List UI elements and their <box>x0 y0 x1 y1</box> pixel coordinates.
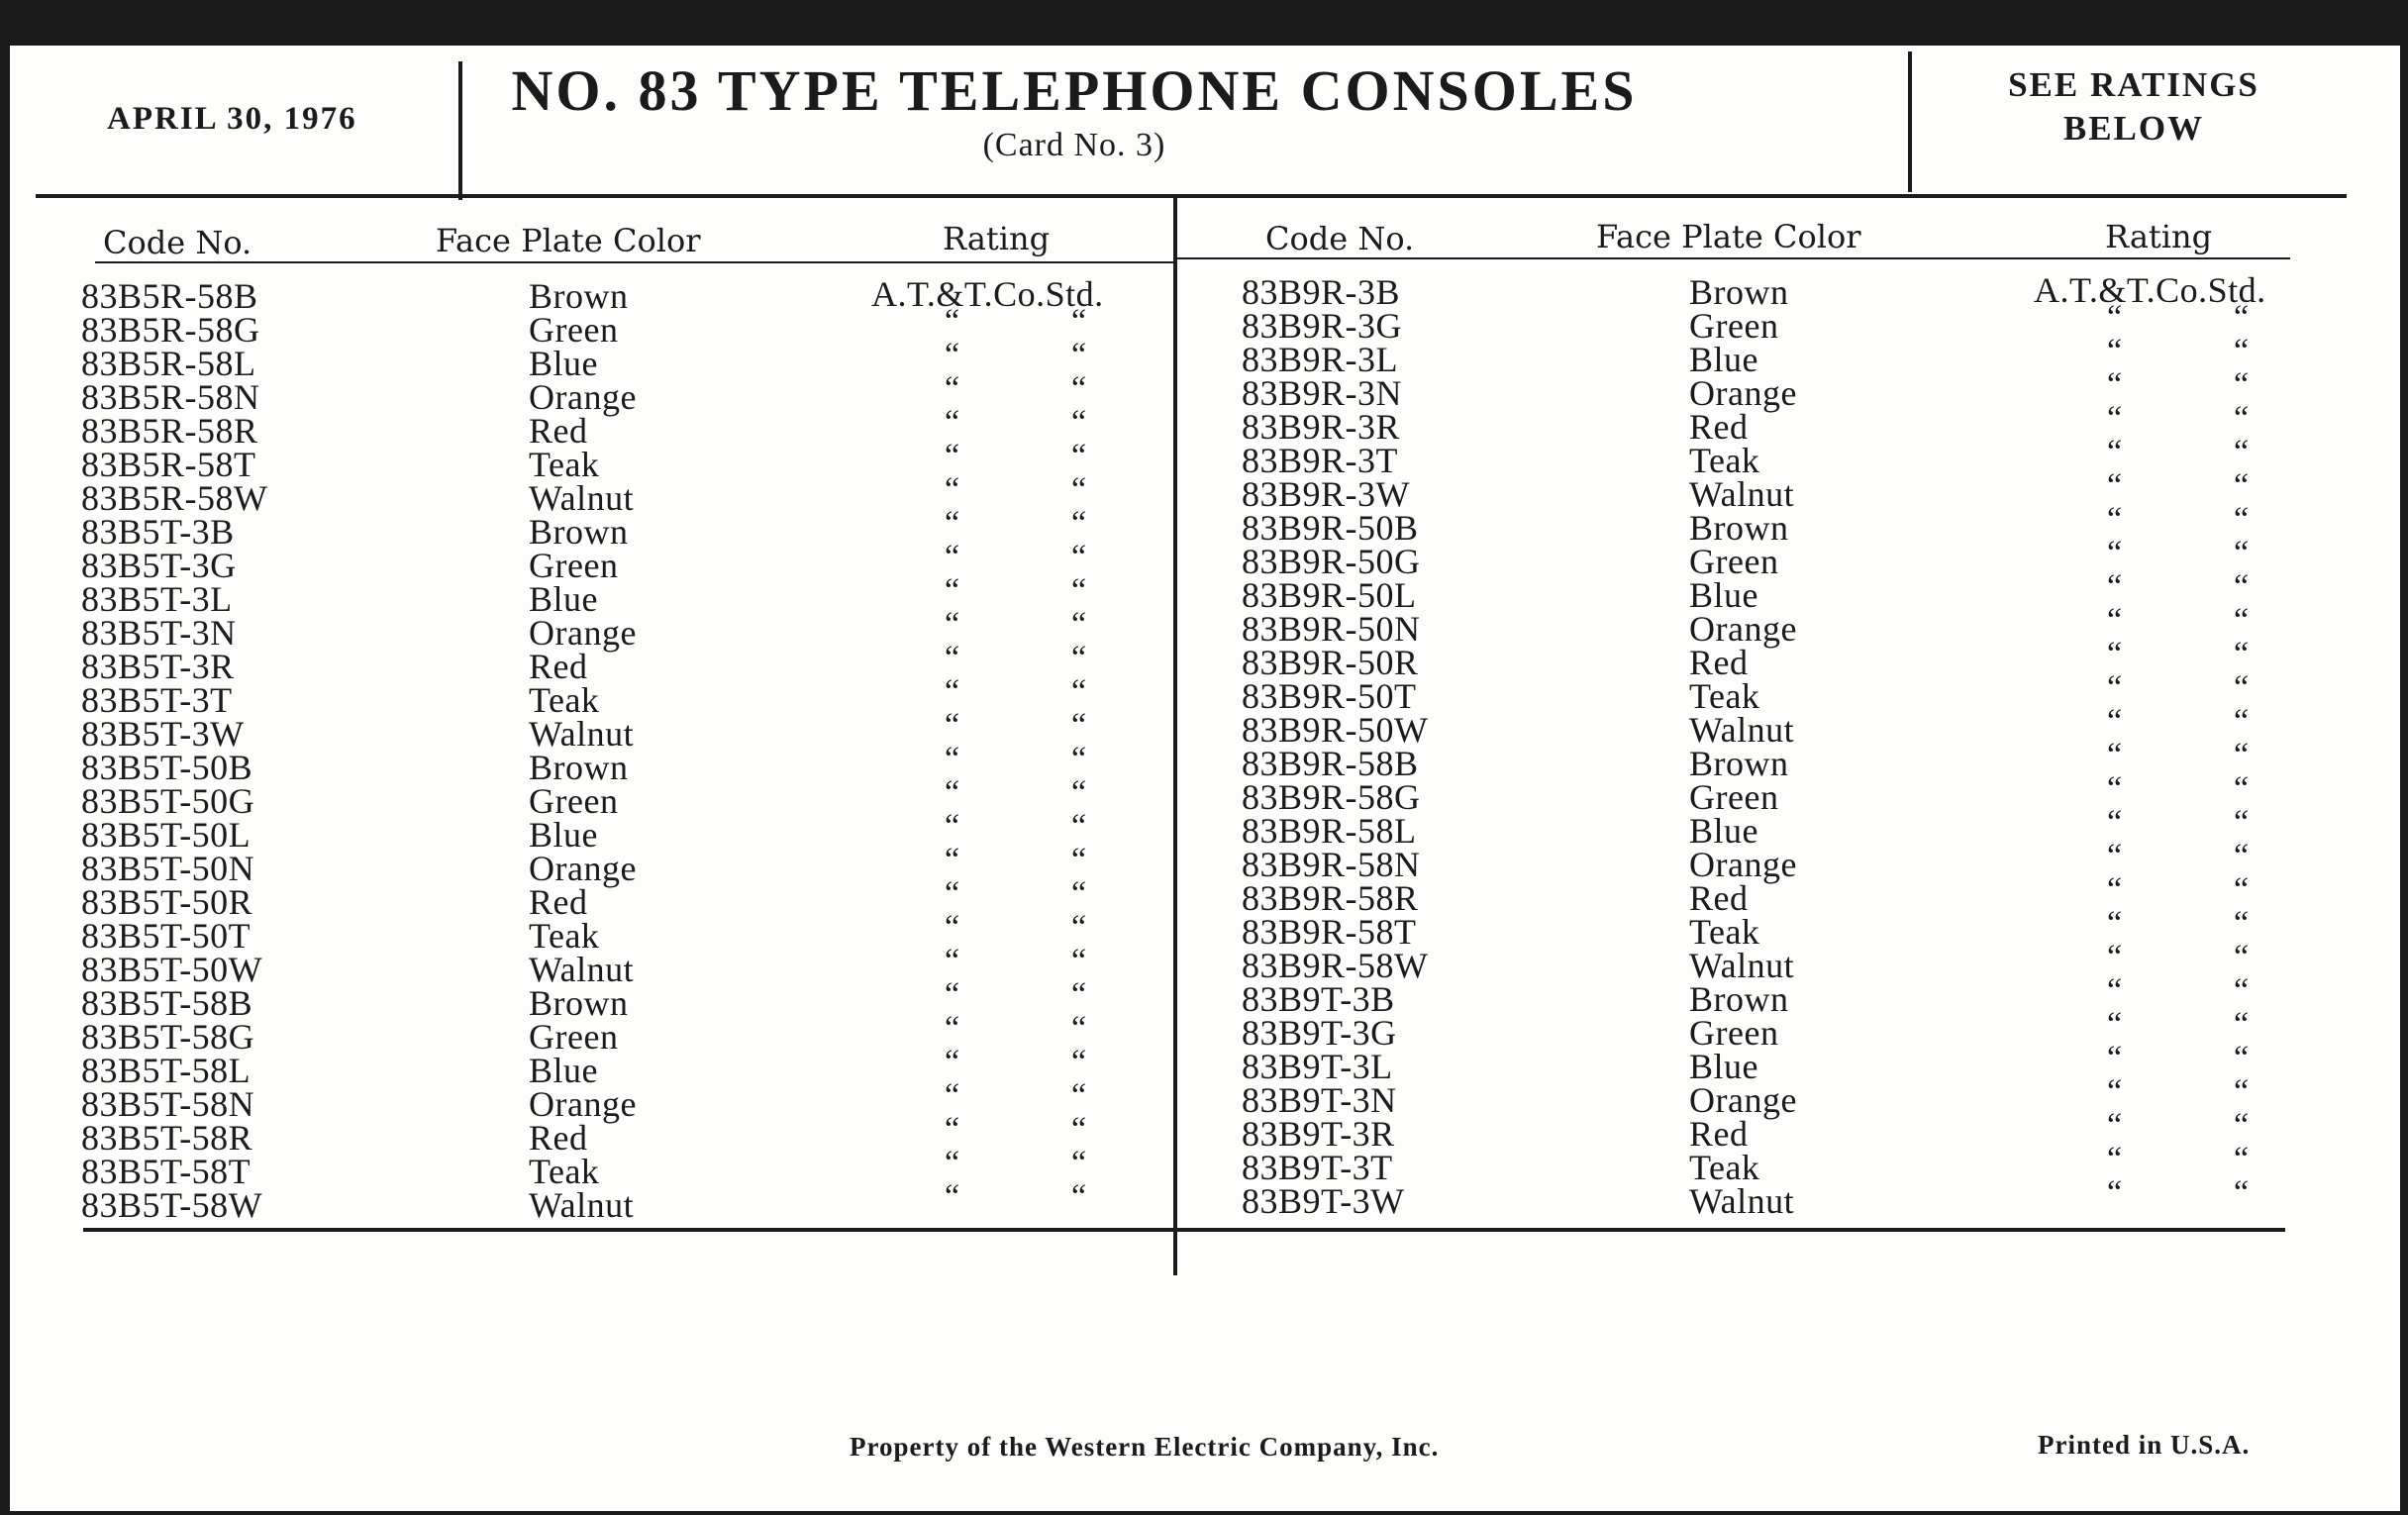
card-date: APRIL 30, 1976 <box>107 101 357 137</box>
row-code: 83B9T-3B <box>1242 979 1395 1019</box>
rating-ditto-left: “ <box>2107 1073 2123 1110</box>
rating-ditto-right: “ <box>1071 808 1087 845</box>
rating-ditto-left: “ <box>945 572 960 609</box>
rating-ditto-left: “ <box>2107 939 2123 975</box>
row-code: 83B9T-3T <box>1242 1148 1393 1187</box>
rating-ditto-left: “ <box>2107 568 2123 605</box>
rating-ditto-right: “ <box>2234 1174 2250 1211</box>
row-color: Orange <box>1689 609 1797 649</box>
row-color: Green <box>529 310 619 350</box>
rating-ditto-left: “ <box>945 1145 960 1181</box>
row-color: Teak <box>529 1152 600 1191</box>
rating-ditto-left: “ <box>945 404 960 441</box>
rating-ditto-left: “ <box>945 1077 960 1114</box>
row-code: 83B5R-58B <box>81 276 258 316</box>
header-divider-right <box>1908 51 1912 192</box>
rating-ditto-right: “ <box>1071 1145 1087 1181</box>
rating-ditto-left: “ <box>945 673 960 710</box>
rating-ditto-left: “ <box>2107 972 2123 1009</box>
row-code: 83B5T-50W <box>81 950 263 989</box>
rating-ditto-right: “ <box>2234 535 2250 571</box>
row-color: Teak <box>1689 1148 1760 1187</box>
row-code: 83B5R-58W <box>81 478 268 518</box>
rating-ditto-left: “ <box>945 303 960 340</box>
row-code: 83B5R-58G <box>81 310 260 350</box>
rating-ditto-right: “ <box>2234 501 2250 538</box>
rating-ditto-left: “ <box>2107 333 2123 369</box>
row-code: 83B5R-58R <box>81 411 258 451</box>
right-header-color: Face Plate Color <box>1596 218 1861 255</box>
footer-property: Property of the Western Electric Company, Inc. <box>850 1432 1440 1462</box>
row-code: 83B9R-3B <box>1242 272 1401 312</box>
row-code: 83B9R-58T <box>1242 912 1417 952</box>
rating-ditto-right: “ <box>2234 871 2250 908</box>
row-color: Walnut <box>1689 946 1795 985</box>
rating-ditto-left: “ <box>945 505 960 542</box>
rating-ditto-right: “ <box>1071 337 1087 373</box>
row-code: 83B9T-3R <box>1242 1114 1395 1154</box>
row-code: 83B5T-3G <box>81 546 237 585</box>
row-color: Teak <box>529 445 600 484</box>
row-code: 83B9R-50B <box>1242 508 1419 548</box>
rating-ditto-left: “ <box>2107 905 2123 942</box>
row-code: 83B9R-50N <box>1242 609 1421 649</box>
rating-ditto-right: “ <box>2234 1107 2250 1144</box>
rating-ditto-right: “ <box>1071 943 1087 979</box>
row-code: 83B5T-50L <box>81 815 251 855</box>
rating-ditto-left: “ <box>945 976 960 1013</box>
rating-ditto-right: “ <box>2234 804 2250 841</box>
rating-ditto-left: “ <box>2107 703 2123 740</box>
row-color: Walnut <box>529 1185 635 1225</box>
row-color: Orange <box>529 377 637 417</box>
row-code: 83B9R-58R <box>1242 878 1419 918</box>
rating-ditto-left: “ <box>945 875 960 912</box>
row-color: Red <box>1689 1114 1749 1154</box>
rating-ditto-right: “ <box>2234 737 2250 773</box>
row-color: Green <box>529 781 619 821</box>
rating-ditto-left: “ <box>2107 770 2123 807</box>
row-color: Walnut <box>1689 1181 1795 1221</box>
rating-ditto-left: “ <box>945 842 960 878</box>
rating-ditto-right: “ <box>1071 471 1087 508</box>
rating-ditto-right: “ <box>2234 703 2250 740</box>
rating-ditto-right: “ <box>1071 1010 1087 1047</box>
row-code: 83B9R-3R <box>1242 407 1401 447</box>
rating-ditto-left: “ <box>945 471 960 508</box>
rating-ditto-left: “ <box>945 741 960 777</box>
rating-ditto-left: “ <box>2107 366 2123 403</box>
row-code: 83B5R-58L <box>81 344 256 383</box>
row-color: Blue <box>1689 811 1758 851</box>
row-code: 83B5R-58N <box>81 377 260 417</box>
rating-ditto-right: “ <box>2234 467 2250 504</box>
row-code: 83B9R-3N <box>1242 373 1403 413</box>
rating-ditto-right: “ <box>1071 875 1087 912</box>
rating-ditto-right: “ <box>1071 303 1087 340</box>
row-color: Brown <box>529 512 629 552</box>
row-color: Walnut <box>529 714 635 754</box>
rating-ditto-left: “ <box>945 337 960 373</box>
row-code: 83B5T-50T <box>81 916 251 956</box>
row-color: Red <box>529 411 588 451</box>
rating-ditto-right: “ <box>1071 539 1087 575</box>
rating-ditto-left: “ <box>945 539 960 575</box>
row-code: 83B5T-50B <box>81 748 253 787</box>
row-color: Red <box>1689 878 1749 918</box>
row-color: Red <box>529 882 588 922</box>
row-color: Teak <box>1689 912 1760 952</box>
row-rating: A.T.&T.Co.Std. <box>2034 270 2266 310</box>
row-code: 83B5T-50G <box>81 781 255 821</box>
row-code: 83B9R-58L <box>1242 811 1417 851</box>
rating-ditto-left: “ <box>945 1010 960 1047</box>
row-color: Teak <box>1689 676 1760 716</box>
rating-ditto-right: “ <box>2234 838 2250 874</box>
row-color: Brown <box>1689 272 1789 312</box>
card-subtitle: (Card No. 3) <box>982 127 1166 163</box>
row-color: Orange <box>1689 1080 1797 1120</box>
row-color: Blue <box>529 579 598 619</box>
rating-ditto-right: “ <box>1071 741 1087 777</box>
rating-ditto-left: “ <box>945 774 960 811</box>
row-color: Red <box>529 1118 588 1158</box>
rating-ditto-left: “ <box>945 370 960 407</box>
rating-ditto-right: “ <box>2234 972 2250 1009</box>
rating-ditto-left: “ <box>2107 602 2123 639</box>
row-code: 83B9R-50W <box>1242 710 1429 750</box>
row-color: Blue <box>529 1051 598 1090</box>
row-code: 83B5T-58N <box>81 1084 255 1124</box>
rating-ditto-left: “ <box>945 1178 960 1215</box>
rating-ditto-left: “ <box>2107 501 2123 538</box>
row-rating: A.T.&T.Co.Std. <box>871 274 1104 314</box>
row-code: 83B5R-58T <box>81 445 256 484</box>
row-code: 83B5T-3N <box>81 613 237 653</box>
row-code: 83B5T-3T <box>81 680 233 720</box>
row-color: Walnut <box>529 950 635 989</box>
rating-ditto-left: “ <box>2107 636 2123 672</box>
row-color: Green <box>1689 306 1779 346</box>
rating-ditto-right: “ <box>1071 774 1087 811</box>
row-code: 83B5T-58L <box>81 1051 251 1090</box>
rating-ditto-right: “ <box>2234 1073 2250 1110</box>
row-code: 83B9R-50R <box>1242 643 1419 682</box>
rating-ditto-left: “ <box>2107 400 2123 437</box>
rating-ditto-left: “ <box>2107 467 2123 504</box>
rating-ditto-right: “ <box>2234 939 2250 975</box>
rating-ditto-left: “ <box>2107 1107 2123 1144</box>
row-color: Orange <box>529 849 637 888</box>
row-color: Green <box>1689 777 1779 817</box>
rating-ditto-right: “ <box>1071 1077 1087 1114</box>
right-header-rating: Rating <box>2105 218 2213 255</box>
row-code: 83B9R-3L <box>1242 340 1399 379</box>
rating-ditto-right: “ <box>2234 568 2250 605</box>
row-code: 83B9R-3G <box>1242 306 1403 346</box>
rating-ditto-left: “ <box>2107 669 2123 706</box>
rating-ditto-left: “ <box>2107 737 2123 773</box>
left-header-rating: Rating <box>943 220 1051 257</box>
row-color: Teak <box>529 680 600 720</box>
rating-ditto-right: “ <box>2234 366 2250 403</box>
row-code: 83B9R-58G <box>1242 777 1421 817</box>
row-code: 83B9T-3G <box>1242 1013 1397 1053</box>
left-header-code: Code No. <box>103 224 252 261</box>
rating-ditto-left: “ <box>2107 1174 2123 1211</box>
rating-ditto-right: “ <box>1071 505 1087 542</box>
row-code: 83B5T-3R <box>81 647 235 686</box>
rating-ditto-right: “ <box>2234 602 2250 639</box>
row-code: 83B9R-58N <box>1242 845 1421 884</box>
rating-ditto-left: “ <box>945 909 960 946</box>
rating-ditto-left: “ <box>945 606 960 643</box>
rating-ditto-left: “ <box>945 943 960 979</box>
row-color: Brown <box>529 276 629 316</box>
row-code: 83B5T-3B <box>81 512 235 552</box>
rating-ditto-right: “ <box>1071 842 1087 878</box>
rating-ditto-right: “ <box>1071 707 1087 744</box>
row-code: 83B5T-3L <box>81 579 233 619</box>
row-color: Green <box>529 1017 619 1057</box>
rating-ditto-right: “ <box>1071 640 1087 676</box>
row-color: Orange <box>529 613 637 653</box>
row-color: Blue <box>1689 340 1758 379</box>
row-color: Orange <box>529 1084 637 1124</box>
rating-ditto-left: “ <box>945 438 960 474</box>
rating-ditto-right: “ <box>1071 404 1087 441</box>
rating-ditto-right: “ <box>1071 606 1087 643</box>
rating-ditto-right: “ <box>2234 770 2250 807</box>
row-code: 83B5T-58G <box>81 1017 255 1057</box>
row-code: 83B9R-58B <box>1242 744 1419 783</box>
row-color: Walnut <box>1689 474 1795 514</box>
row-color: Walnut <box>1689 710 1795 750</box>
row-color: Orange <box>1689 845 1797 884</box>
ratings-note-line2: BELOW <box>2062 109 2205 148</box>
rating-ditto-left: “ <box>2107 1040 2123 1076</box>
rating-ditto-left: “ <box>2107 1141 2123 1177</box>
row-code: 83B9R-58W <box>1242 946 1429 985</box>
row-color: Green <box>529 546 619 585</box>
rating-ditto-right: “ <box>2234 636 2250 672</box>
rating-ditto-left: “ <box>2107 838 2123 874</box>
rating-ditto-left: “ <box>945 1111 960 1148</box>
row-code: 83B5T-3W <box>81 714 245 754</box>
rating-ditto-left: “ <box>945 1044 960 1080</box>
row-code: 83B9R-50L <box>1242 575 1417 615</box>
table-bottom-rule <box>83 1228 2285 1232</box>
row-code: 83B9T-3N <box>1242 1080 1397 1120</box>
rating-ditto-left: “ <box>945 808 960 845</box>
row-code: 83B5T-58R <box>81 1118 253 1158</box>
rating-ditto-right: “ <box>2234 905 2250 942</box>
rating-ditto-left: “ <box>2107 299 2123 336</box>
row-color: Red <box>1689 407 1749 447</box>
row-color: Orange <box>1689 373 1797 413</box>
row-code: 83B5T-58B <box>81 983 253 1023</box>
right-header-code: Code No. <box>1265 220 1415 257</box>
rating-ditto-right: “ <box>2234 400 2250 437</box>
rating-ditto-right: “ <box>2234 669 2250 706</box>
telephone-console-card <box>10 46 2400 1511</box>
rating-ditto-right: “ <box>2234 1141 2250 1177</box>
rating-ditto-right: “ <box>1071 572 1087 609</box>
rating-ditto-left: “ <box>2107 804 2123 841</box>
rating-ditto-left: “ <box>2107 871 2123 908</box>
rating-ditto-right: “ <box>2234 333 2250 369</box>
row-color: Teak <box>1689 441 1760 480</box>
rating-ditto-right: “ <box>2234 434 2250 470</box>
row-color: Teak <box>529 916 600 956</box>
footer-printed: Printed in U.S.A. <box>2038 1430 2251 1460</box>
row-code: 83B9T-3L <box>1242 1047 1393 1086</box>
row-code: 83B5T-58W <box>81 1185 263 1225</box>
row-color: Brown <box>529 983 629 1023</box>
table-center-divider <box>1173 196 1177 1275</box>
left-header-color: Face Plate Color <box>436 222 701 259</box>
row-code: 83B5T-50R <box>81 882 253 922</box>
rating-ditto-right: “ <box>2234 1006 2250 1043</box>
ratings-note-line1: SEE RATINGS <box>2008 65 2259 104</box>
rating-ditto-right: “ <box>1071 1044 1087 1080</box>
rating-ditto-left: “ <box>2107 535 2123 571</box>
rating-ditto-right: “ <box>1071 1111 1087 1148</box>
rating-ditto-left: “ <box>945 640 960 676</box>
rating-ditto-left: “ <box>2107 434 2123 470</box>
row-color: Walnut <box>529 478 635 518</box>
row-code: 83B9T-3W <box>1242 1181 1405 1221</box>
row-color: Brown <box>1689 979 1789 1019</box>
rating-ditto-left: “ <box>945 707 960 744</box>
ratings-note <box>1931 63 2337 151</box>
row-color: Blue <box>529 344 598 383</box>
row-color: Brown <box>529 748 629 787</box>
row-color: Green <box>1689 1013 1779 1053</box>
rating-ditto-right: “ <box>1071 370 1087 407</box>
row-color: Green <box>1689 542 1779 581</box>
rating-ditto-right: “ <box>1071 976 1087 1013</box>
row-code: 83B5T-50N <box>81 849 255 888</box>
row-color: Brown <box>1689 744 1789 783</box>
row-color: Red <box>1689 643 1749 682</box>
row-code: 83B9R-3W <box>1242 474 1410 514</box>
rating-ditto-right: “ <box>1071 438 1087 474</box>
row-color: Blue <box>1689 575 1758 615</box>
rating-ditto-left: “ <box>2107 1006 2123 1043</box>
rating-ditto-right: “ <box>2234 1040 2250 1076</box>
row-code: 83B5T-58T <box>81 1152 251 1191</box>
header-rule <box>36 194 2347 198</box>
rating-ditto-right: “ <box>1071 1178 1087 1215</box>
row-color: Blue <box>529 815 598 855</box>
row-code: 83B9R-50T <box>1242 676 1417 716</box>
rating-ditto-right: “ <box>1071 673 1087 710</box>
right-header-underline <box>1176 257 2290 259</box>
row-code: 83B9R-50G <box>1242 542 1421 581</box>
card-title: NO. 83 TYPE TELEPHONE CONSOLES <box>511 58 1638 123</box>
rating-ditto-right: “ <box>1071 909 1087 946</box>
row-color: Red <box>529 647 588 686</box>
left-header-underline <box>95 261 1174 263</box>
row-color: Blue <box>1689 1047 1758 1086</box>
row-color: Brown <box>1689 508 1789 548</box>
rating-ditto-right: “ <box>2234 299 2250 336</box>
row-code: 83B9R-3T <box>1242 441 1399 480</box>
